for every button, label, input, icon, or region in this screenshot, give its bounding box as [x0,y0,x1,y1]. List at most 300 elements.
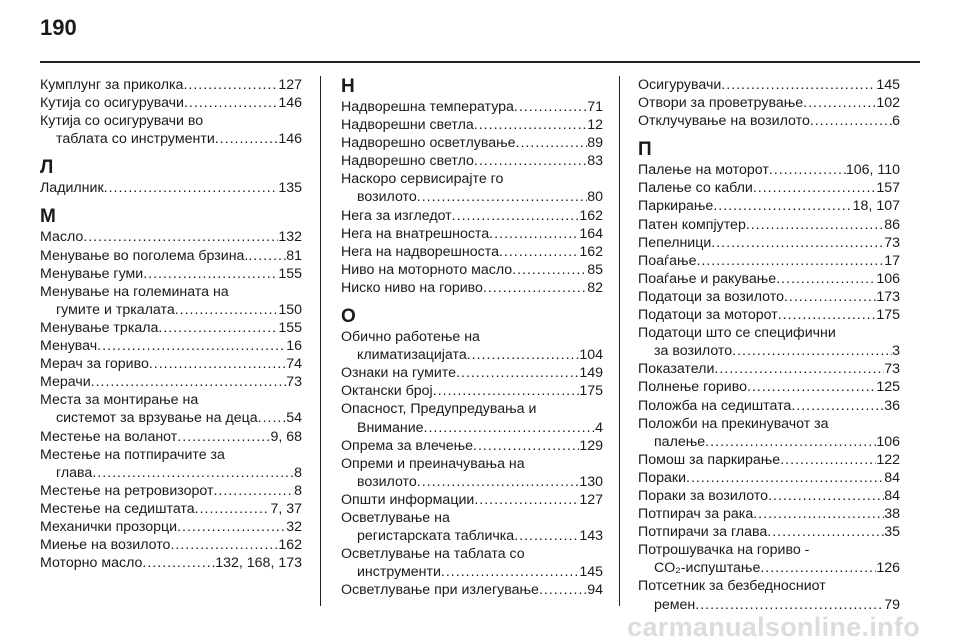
index-term: Менување во поголема брзина. [40,247,249,264]
index-page-ref: 73 [884,361,900,378]
leader-dots [713,197,852,215]
leader-dots [516,134,588,152]
index-page-ref: 17 [884,252,900,269]
index-entry [40,518,302,536]
index-entry [40,482,302,500]
index-entry-line [341,581,603,599]
index-entry [40,76,302,94]
index-entry [40,228,302,246]
index-entry-line [40,536,302,554]
leader-dots [452,207,580,225]
leader-dots [175,301,279,319]
index-entry [638,487,900,505]
index-entry [341,134,603,152]
index-term: климатизацијата [357,347,467,364]
index-entry [40,319,302,337]
index-term: Отклучување на возилото [638,113,810,130]
index-entry-line [40,482,302,500]
index-entry [40,247,302,265]
index-entry [638,378,900,396]
leader-dots [456,364,579,382]
index-term: Полнење гориво [638,379,747,396]
index-term: Отвори за проветрување [638,95,804,112]
index-entry-line [40,391,302,409]
index-entry-line [341,527,603,545]
index-page-ref: 129 [579,437,603,454]
index-entry [341,581,603,599]
index-page-ref: 164 [579,225,603,242]
index-entry-line [341,509,603,527]
index-entry [638,112,900,130]
index-entry-line [638,451,900,469]
index-page-ref: 132 [278,229,302,246]
index-page-ref: 85 [587,261,603,278]
index-entry [341,491,603,509]
leader-dots [143,265,278,283]
index-entry [341,437,603,455]
index-term: таблата со инструменти [56,131,215,148]
leader-dots [91,373,287,391]
index-term: возилото [357,189,417,206]
index-term: Моторно масло [40,555,143,572]
index-page-ref: 84 [884,469,900,486]
leader-dots [441,563,579,581]
leader-dots [474,116,587,134]
index-entry [341,509,603,545]
index-entry-line [40,76,302,94]
index-term: Менување гуми [40,265,144,282]
index-term: Нега на внатрешноста [341,225,490,242]
index-term: глава [56,464,93,481]
index-entry [638,270,900,288]
index-page-ref: 145 [579,564,603,581]
leader-dots [92,464,294,482]
leader-dots [184,94,278,112]
index-term: Мерач за гориво [40,356,149,373]
index-entry-line [638,179,900,197]
index-term: Кутија со осигурувачи [40,95,184,112]
leader-dots [474,152,587,170]
index-entry [638,505,900,523]
index-entry [638,577,900,613]
index-term: палење [654,433,706,450]
index-page-ref: 74 [286,356,302,373]
index-page-ref: 146 [278,131,302,148]
index-term: Потсетник за безбедносниот [638,578,826,595]
leader-dots [746,216,884,234]
leader-dots [195,500,271,518]
index-term: Потпирач за рака [638,506,754,523]
index-term: Октански број [341,383,433,400]
index-page-ref: 73 [884,234,900,251]
index-entry-line [341,455,603,473]
index-page-ref: 4 [595,419,603,436]
index-entry [638,252,900,270]
leader-dots [474,491,579,509]
index-entry [341,116,603,134]
index-term: Осветлување при излегување [341,582,539,599]
index-entry-line [638,216,900,234]
index-term: Местење на воланот [40,428,178,445]
index-entry-line [40,428,302,446]
leader-dots [512,261,587,279]
index-term: Опрема за влечење [341,437,474,454]
index-page-ref: 79 [884,596,900,613]
index-term: Обично работење на [341,329,480,346]
index-entry-line [638,161,900,179]
index-entry-line [638,252,900,270]
index-page-ref: 3 [892,343,900,360]
index-page-ref: 173 [876,288,900,305]
index-term: Осветлување на таблата со [341,546,525,563]
index-page-ref: 7, 37 [270,500,302,517]
leader-dots [780,451,876,469]
index-page-ref: 106, 110 [845,162,900,179]
index-entry [341,328,603,364]
index-entry-line [40,130,302,148]
index-entry [638,234,900,252]
index-entry-line [638,596,900,614]
index-term: Нега за изгледот [341,207,452,224]
index-entry-line [341,170,603,188]
index-entry [40,337,302,355]
leader-dots [732,342,892,360]
index-term: Податоци што се специфични [638,325,836,342]
index-term: Кутија со осигурувачи во [40,113,204,130]
index-term: Податоци за моторот [638,307,778,324]
leader-dots [142,554,215,572]
index-entry-line [638,378,900,396]
index-entry-line [40,409,302,427]
index-page-ref: 127 [579,491,603,508]
index-page-ref: 125 [876,379,900,396]
leader-dots [539,581,587,599]
index-page-ref: 135 [278,180,302,197]
index-term: Пораки за возилото [638,487,769,504]
index-entry-line [341,437,603,455]
index-entry-line [341,207,603,225]
leader-dots [417,188,587,206]
index-page-ref: 143 [579,528,603,545]
index-entry-line [341,346,603,364]
index-entry-line [638,505,900,523]
index-page-ref: 81 [286,247,302,264]
index-term: Внимание [357,419,424,436]
index-page-ref: 83 [587,153,603,170]
index-term: Показатели [638,361,715,378]
index-entry-line [341,152,603,170]
leader-dots [767,523,884,541]
index-entry-line [638,270,900,288]
index-entry-line [341,491,603,509]
index-term: инструменти [357,564,441,581]
index-page-ref: 102 [876,95,900,112]
index-entry-line [341,243,603,261]
index-entry [341,279,603,297]
leader-dots [778,306,877,324]
index-entry-line [638,469,900,487]
index-page-ref: 150 [278,301,302,318]
index-entry-line [341,563,603,581]
index-entry-line [341,98,603,116]
index-entry [40,500,302,518]
index-entry-line [341,400,603,418]
index-entry [638,306,900,324]
index-entry-line [341,134,603,152]
index-page-ref: 38 [884,506,900,523]
index-entry-line [40,112,302,130]
index-page-ref: 80 [587,189,603,206]
index-page-ref: 122 [876,451,900,468]
index-page-ref: 130 [579,473,603,490]
index-entry [40,446,302,482]
index-entry-line [40,301,302,319]
leader-dots [417,473,580,491]
leader-dots [711,234,884,252]
leader-dots [686,469,884,487]
index-entry [638,161,900,179]
leader-dots [104,179,279,197]
index-term: Потпирачи за глава [638,524,768,541]
leader-dots [177,428,270,446]
index-page-ref: 82 [587,279,603,296]
index-term: Општи информации [341,491,475,508]
index-entry-line [638,112,900,130]
leader-dots [424,419,596,437]
index-entry-line [40,373,302,391]
index-term: Осветлување на [341,509,450,526]
index-term: Места за монтирање на [40,392,199,409]
index-entry-line [638,577,900,595]
index-term: Местење на потпирачите за [40,446,225,463]
leader-dots [768,487,884,505]
index-page-ref: 162 [579,243,603,260]
index-entry [40,373,302,391]
leader-dots [696,252,884,270]
index-page-ref: 16 [286,338,302,355]
index-term: Кумплунг за приколка [40,77,184,93]
page-number: 190 [40,15,77,40]
index-entry [341,261,603,279]
index-entry-line [40,265,302,283]
index-entry-line [341,364,603,382]
index-page-ref: 89 [587,135,603,152]
index-entry [341,170,603,206]
index-page-ref: 157 [876,180,900,197]
index-term: Надворешно светло [341,153,474,170]
index-entry-line [638,360,900,378]
index-entry-line [341,545,603,563]
index-term: Ознаки на гумите [341,365,457,382]
index-entry-line [638,234,900,252]
index-entry [341,545,603,581]
column-divider [320,76,321,606]
index-page-ref: 36 [884,397,900,414]
index-page-ref: 12 [587,117,603,134]
index-term: за возилото [654,343,733,360]
index-term: Миење на возилото [40,537,171,554]
index-entry-line [40,446,302,464]
index-entry [40,355,302,373]
leader-dots [760,559,876,577]
leader-dots [433,382,580,400]
index-entry-line [638,433,900,451]
index-term: Паркирање [638,198,714,215]
leader-dots [483,279,587,297]
index-page-ref: 106 [876,270,900,287]
index-entry [40,554,302,572]
index-term: Патен компјутер [638,216,746,233]
index-entry [341,243,603,261]
index-entry [638,397,900,415]
index-entry-line [341,419,603,437]
index-letter-heading: П [638,139,652,161]
index-column-3 [638,76,900,614]
index-term: Опреми и преиначувања на [341,455,525,472]
index-entry-line [40,247,302,265]
index-entry-line [40,337,302,355]
index-letter-heading: О [341,306,356,328]
index-page-ref: 54 [286,410,302,427]
index-entry-line [40,464,302,482]
index-page-ref: 94 [587,582,603,599]
index-term: Ниво на моторното масло [341,261,513,278]
index-term: Механички прозорци [40,518,178,535]
index-entry-line [40,179,302,197]
index-entry [638,179,900,197]
index-entry-line [341,382,603,400]
index-term: Палење со кабли [638,180,753,197]
index-term: Наскоро сервисирајте го [341,171,504,188]
index-entry [40,428,302,446]
index-entry [638,415,900,451]
index-entry-line [40,500,302,518]
index-term: системот за врзување на деца [56,410,258,427]
leader-dots [705,433,876,451]
leader-dots [810,112,892,130]
index-term: Поаѓање и ракување [638,270,777,287]
index-term: регистарската табличка [357,528,515,545]
leader-dots [177,518,286,536]
index-entry-line [40,283,302,301]
index-page-ref: 162 [579,207,603,224]
index-term: Мерачи [40,374,91,391]
leader-dots [248,247,286,265]
index-page-ref: 162 [278,537,302,554]
index-entry-line [638,197,900,215]
index-entry [341,400,603,436]
index-page-ref: 9, 68 [270,428,302,445]
index-entry-line [638,306,900,324]
index-entry [341,152,603,170]
index-entry-line [638,324,900,342]
index-entry [638,94,900,112]
leader-dots [215,130,279,148]
index-page-ref: 8 [294,464,302,481]
index-term: Помош за паркирање [638,451,781,468]
index-term: Менување на големината на [40,283,229,300]
index-entry-line [638,541,900,559]
index-page-ref: 175 [876,307,900,324]
leader-dots [170,536,278,554]
index-term: Поаѓање [638,252,697,269]
index-page-ref: 8 [294,482,302,499]
index-term: Потрошувачка на гориво - [638,542,810,559]
index-entry [638,469,900,487]
leader-dots [183,76,278,94]
leader-dots [784,288,876,306]
index-page-ref: 127 [278,77,302,93]
index-entry-line [40,319,302,337]
index-letter-heading: Н [341,76,355,97]
index-term: Менувач [40,338,98,355]
index-term: Опасност, Предупредувања и [341,401,537,418]
index-letter-heading: М [40,206,56,228]
index-term: Положби на прекинувачот за [638,415,829,432]
index-entry-line [341,225,603,243]
index-entry [40,283,302,319]
index-entry [638,324,900,360]
index-entry [638,216,900,234]
index-term: Ниско ниво на гориво [341,279,483,296]
index-entry-line [341,279,603,297]
index-entry [638,360,900,378]
index-entry [40,536,302,554]
leader-dots [695,596,884,614]
index-entry-line [341,473,603,491]
index-entry-line [638,76,900,94]
header-rule [40,61,920,63]
index-page-ref: 104 [579,347,603,364]
index-term: Ладилник [40,180,104,197]
leader-dots [499,243,579,261]
index-entry-line [638,559,900,577]
leader-dots [747,378,876,396]
index-entry [341,225,603,243]
index-entry [341,207,603,225]
index-term: Податоци за возилото [638,288,784,305]
index-entry-line [638,342,900,360]
leader-dots [258,409,287,427]
index-entry [638,523,900,541]
leader-dots [791,397,884,415]
leader-dots [489,225,579,243]
index-entry-line [638,487,900,505]
index-column-2 [341,76,603,599]
index-term: возилото [357,473,417,490]
index-term: CO₂-испуштање [654,560,761,577]
index-page-ref: 145 [876,77,900,93]
leader-dots [714,360,884,378]
index-entry-line [638,415,900,433]
index-page-ref: 32 [286,518,302,535]
leader-dots [467,346,580,364]
index-term: Пораки [638,469,687,486]
index-term: Менување тркала [40,319,159,336]
column-divider [619,76,620,606]
leader-dots [514,527,579,545]
leader-dots [803,94,876,112]
leader-dots [514,98,587,116]
index-page-ref: 149 [579,365,603,382]
index-entry-line [638,94,900,112]
index-entry-line [638,397,900,415]
index-entry [341,98,603,116]
index-page-ref: 18, 107 [852,198,900,215]
index-term: Нега на надворешноста [341,243,499,260]
leader-dots [753,505,884,523]
index-term: Местење на ретровизорот [40,482,214,499]
